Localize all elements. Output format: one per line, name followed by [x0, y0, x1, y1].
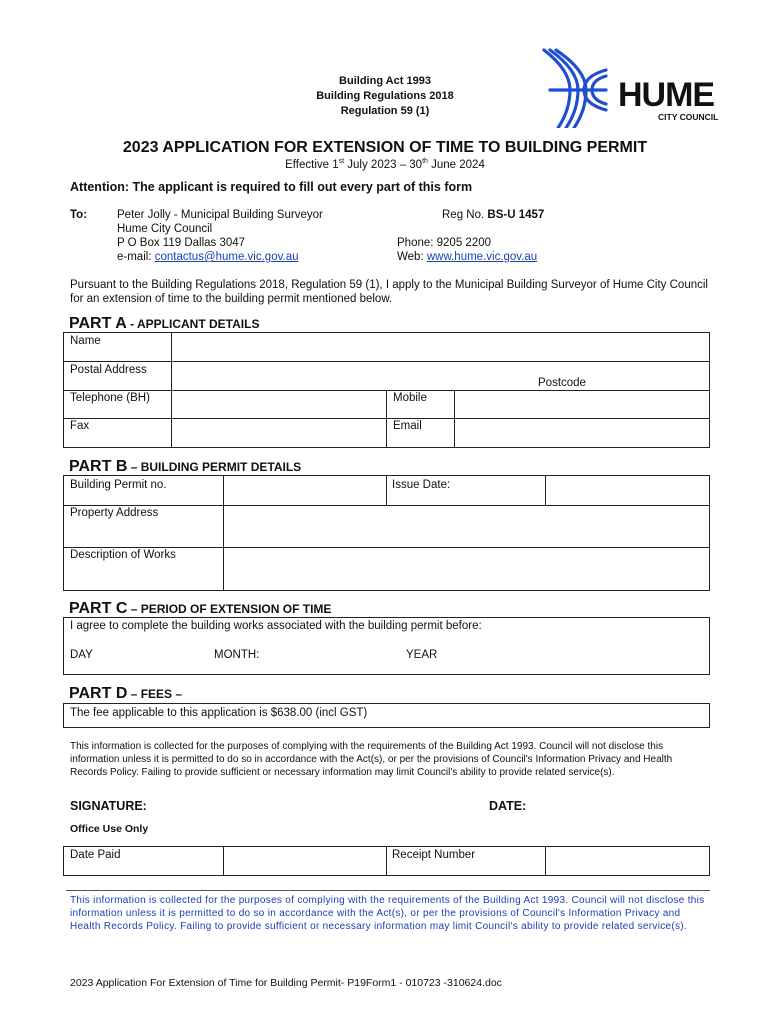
receipt-number-label: Receipt Number: [392, 849, 476, 861]
agree-text: I agree to complete the building works associated with the building permit before:: [70, 620, 482, 632]
year-label: YEAR: [406, 649, 438, 661]
month-label: MONTH:: [214, 649, 260, 661]
to-label: To:: [70, 209, 88, 221]
fee-box: [63, 703, 710, 728]
page-title: 2023 APPLICATION FOR EXTENSION OF TIME TO BUILDING PERMIT: [122, 139, 648, 156]
attention-notice: Attention: The applicant is required to fill out every part of this form: [70, 180, 473, 194]
legislation-line: Regulation 59 (1): [340, 105, 430, 117]
property-address-field[interactable]: [224, 506, 710, 547]
building-permit-table: [63, 475, 710, 591]
name-label: Name: [70, 335, 101, 347]
postal-address-field[interactable]: [172, 362, 710, 390]
description-label: Description of Works: [70, 549, 176, 561]
name-field[interactable]: [172, 333, 710, 361]
receipt-number-field[interactable]: [546, 847, 710, 876]
office-use-heading: Office Use Only: [70, 823, 149, 835]
part-a-heading: PART A - APPLICANT DETAILS: [69, 315, 260, 332]
footer-privacy-notice: This information is collected for the purposes of complying with the requirements of the Building Act 1993. Council will not disclose this information unless it is permitted to do so in accordance with the Act(s), or per the provisions of Council's Information Privacy and Health Records Policy. Failing to provide sufficient or necessary information may limit Council's ability to provide related service(s).: [70, 895, 705, 932]
part-d-heading: PART D – FEES –: [69, 685, 183, 702]
document-footer: 2023 Application For Extension of Time for Building Permit- P19Form1 - 010723 -310624.doc: [70, 977, 502, 989]
svg-text:CITY COUNCIL: CITY COUNCIL: [658, 112, 719, 122]
recipient-line: P O Box 119 Dallas 3047: [117, 237, 246, 249]
mobile-field[interactable]: [455, 391, 710, 418]
permit-no-label: Building Permit no.: [70, 479, 167, 491]
hume-logo-icon: [540, 48, 730, 128]
property-address-label: Property Address: [70, 507, 159, 519]
phone-text: Phone: 9205 2200: [397, 237, 492, 249]
month-field[interactable]: [274, 646, 394, 668]
fax-field[interactable]: [172, 419, 386, 448]
applicant-details-table: [63, 332, 710, 448]
email-field[interactable]: [455, 419, 710, 448]
date-paid-field[interactable]: [224, 847, 386, 876]
legislation-block: [270, 74, 500, 119]
part-b-heading: PART B – BUILDING PERMIT DETAILS: [69, 458, 302, 475]
hume-logo: [540, 48, 730, 128]
year-field[interactable]: [444, 646, 564, 668]
web-line: Web: www.hume.vic.gov.au: [397, 251, 538, 263]
recipient-email-line: e-mail: contactus@hume.vic.gov.au: [117, 251, 299, 263]
fax-label: Fax: [70, 420, 90, 432]
privacy-notice: This information is collected for the purposes of complying with the requirements of the Building Act 1993. Council will not disclose this information unless it is permitted to do so in accordance with the Act(s), or per the provisions of Council's Information Privacy and Health Records Policy. Failing to provide sufficient or necessary information may limit Council's ability to provide related service(s).: [70, 741, 673, 778]
telephone-field[interactable]: [172, 391, 386, 418]
pursuant-paragraph: Pursuant to the Building Regulations 2018, Regulation 59 (1), I apply to the Municipal Building Surveyor of Hume City Council for an extension of time to the building permit mentioned below.: [70, 279, 708, 305]
day-label: DAY: [70, 649, 93, 661]
fee-text: The fee applicable to this application is $638.00 (incl GST): [70, 707, 368, 719]
day-field[interactable]: [104, 646, 204, 668]
recipient-line: Hume City Council: [117, 223, 213, 235]
issue-date-label: Issue Date:: [392, 479, 451, 491]
effective-dates: Effective 1st July 2023 – 30th June 2024: [285, 158, 485, 171]
office-use-table: [63, 846, 710, 876]
footer-divider: [66, 890, 710, 891]
svg-text:HUME: HUME: [618, 76, 715, 114]
date-label: DATE:: [489, 799, 527, 813]
date-paid-label: Date Paid: [70, 849, 121, 861]
reg-number: Reg No. BS-U 1457: [442, 209, 545, 221]
signature-field[interactable]: [170, 795, 470, 815]
web-link[interactable]: www.hume.vic.gov.au: [426, 251, 538, 263]
description-field[interactable]: [224, 548, 710, 591]
postal-address-label: Postal Address: [70, 364, 147, 376]
telephone-label: Telephone (BH): [70, 392, 150, 404]
recipient-line: Peter Jolly - Municipal Building Surveyor: [117, 209, 323, 221]
issue-date-field[interactable]: [546, 476, 710, 505]
date-field[interactable]: [540, 795, 710, 815]
mobile-label: Mobile: [393, 392, 427, 404]
email-label: Email: [393, 420, 422, 432]
part-c-heading: PART C – PERIOD OF EXTENSION OF TIME: [69, 600, 332, 617]
legislation-line: Building Act 1993: [339, 75, 431, 87]
email-link[interactable]: contactus@hume.vic.gov.au: [154, 251, 299, 263]
extension-period-box: [63, 617, 710, 675]
legislation-line: Building Regulations 2018: [316, 90, 454, 102]
signature-label: SIGNATURE:: [70, 799, 147, 813]
postcode-label: Postcode: [538, 377, 586, 389]
permit-no-field[interactable]: [224, 476, 386, 505]
recipient-address: [117, 208, 323, 264]
contact-info: [397, 236, 537, 264]
